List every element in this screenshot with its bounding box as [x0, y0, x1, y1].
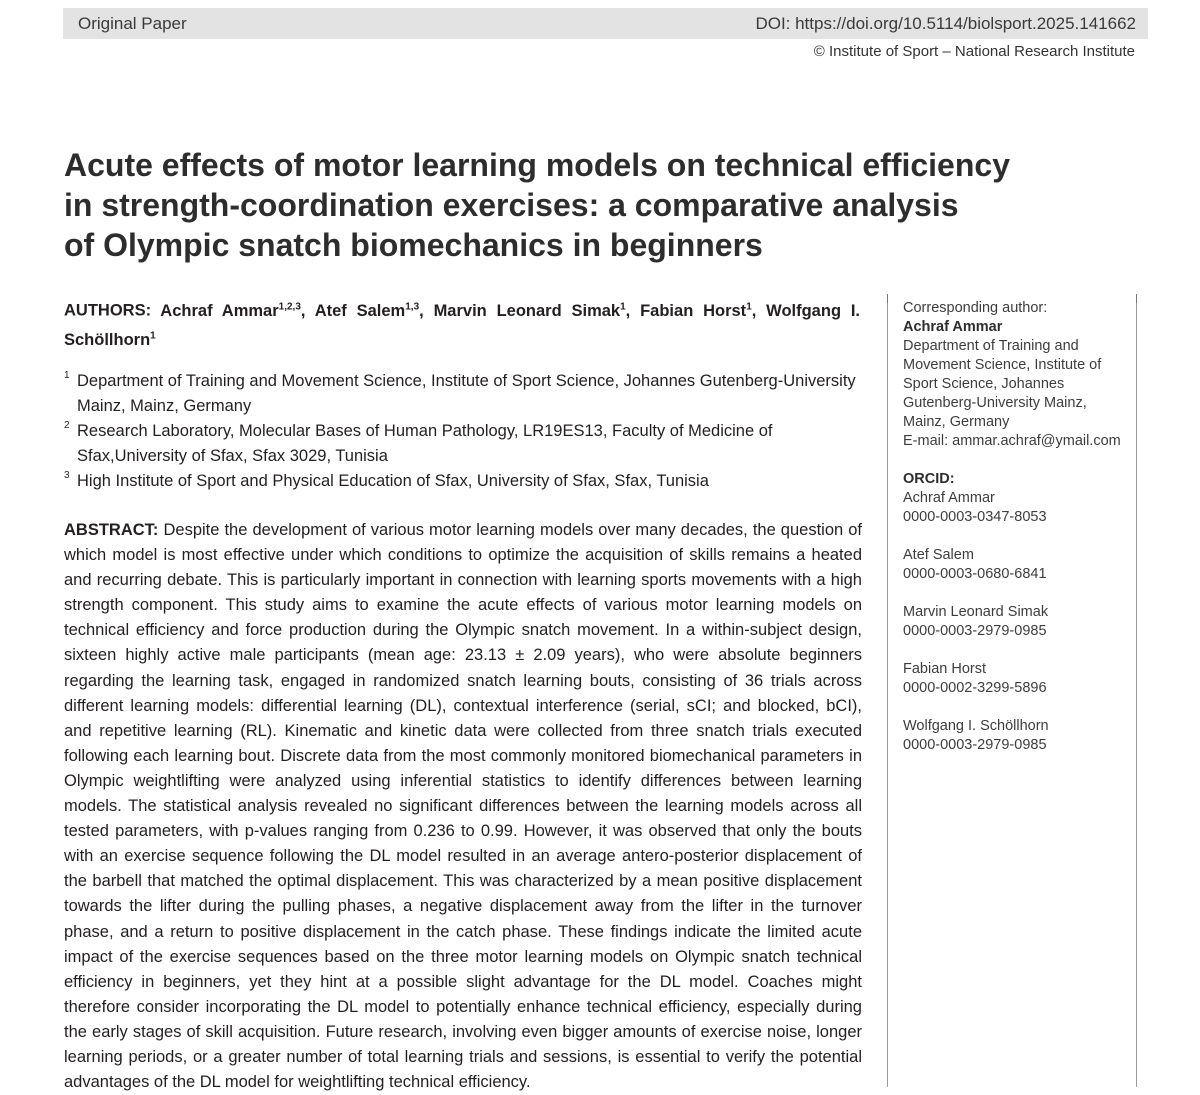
corresponding-line: Movement Science, Institute of — [903, 357, 1102, 373]
orcid-id[interactable]: 0000-0003-0347-8053 — [903, 509, 1047, 525]
orcid-entry — [903, 489, 1135, 527]
title-line: Acute effects of motor learning models on technical efficiency — [64, 147, 1010, 183]
author-name: Atef Salem — [314, 301, 406, 320]
corresponding-line: Sport Science, Johannes — [903, 376, 1065, 392]
orcid-section — [903, 470, 1135, 755]
sidebar-rule-left — [887, 298, 888, 1087]
sidebar — [903, 299, 1135, 774]
authors-line — [64, 294, 860, 353]
author-name: Fabian Horst — [640, 301, 747, 320]
author-name: Wolfgang I. Schöllhorn — [64, 301, 861, 349]
author-affiliation-sup: 1 — [150, 330, 156, 342]
corresponding-line: Gutenberg-University Mainz, — [903, 395, 1087, 411]
abstract-label: ABSTRACT: — [64, 521, 159, 539]
affiliations — [64, 369, 864, 494]
affiliation-text: Department of Training and Movement Science, Institute of Sport Science, Johannes Gutenberg-University Mainz, Mainz, Germany — [77, 372, 856, 415]
authors-label: AUTHORS: — [64, 301, 152, 320]
orcid-entry — [903, 546, 1135, 584]
orcid-id[interactable]: 0000-0003-0680-6841 — [903, 566, 1047, 582]
corresponding-label: Corresponding author: — [903, 300, 1048, 316]
orcid-entry — [903, 717, 1135, 755]
author-affiliation-sup: 1 — [746, 301, 752, 312]
orcid-name: Wolfgang I. Schöllhorn — [903, 718, 1049, 734]
author-affiliation-sup: 1,2,3 — [278, 301, 301, 312]
affiliation-number: 3 — [64, 470, 70, 481]
author-name: Achraf Ammar — [160, 301, 279, 320]
author-affiliation-sup: 1 — [620, 301, 626, 312]
affiliation-number: 1 — [64, 370, 70, 381]
doi-link[interactable]: DOI: https://doi.org/10.5114/biolsport.2025.141662 — [755, 14, 1136, 33]
orcid-entry — [903, 660, 1135, 698]
affiliation-item — [64, 419, 864, 469]
corresponding-email[interactable]: E-mail: ammar.achraf@ymail.com — [903, 433, 1121, 449]
copyright-notice: © Institute of Sport – National Research Institute — [813, 43, 1135, 60]
title-line: of Olympic snatch biomechanics in beginners — [64, 227, 763, 263]
orcid-name: Achraf Ammar — [903, 490, 995, 506]
affiliation-item — [64, 469, 864, 494]
sidebar-rule-right — [1136, 298, 1137, 1087]
orcid-entry — [903, 603, 1135, 641]
orcid-id[interactable]: 0000-0003-2979-0985 — [903, 737, 1047, 753]
orcid-name: Fabian Horst — [903, 661, 987, 677]
corresponding-name: Achraf Ammar — [903, 319, 1003, 335]
corresponding-line: Department of Training and — [903, 338, 1079, 354]
section-label: Original Paper — [78, 14, 187, 33]
paper-title — [64, 145, 1084, 265]
affiliation-number: 2 — [64, 420, 70, 431]
affiliation-text: Research Laboratory, Molecular Bases of Human Pathology, LR19ES13, Faculty of Medicine of Sfax,University of Sfax, Sfax 3029, Tunisia — [77, 422, 773, 465]
abstract — [64, 518, 862, 1095]
author-list: Achraf Ammar$^{1,2,3}$, Atef Salem$^{1,3}$, Marvin Leonard Simak$^1$, Fabian Horst$^1$, Wolfgang I. Schöllhorn$^1$ — [64, 301, 861, 349]
affiliation-item — [64, 369, 864, 419]
affiliation-text: High Institute of Sport and Physical Education of Sfax, University of Sfax, Sfax, Tunisia — [77, 472, 709, 490]
author-affiliation-sup: 1,3 — [405, 301, 420, 312]
orcid-name: Atef Salem — [903, 547, 974, 563]
abstract-text: Despite the development of various motor learning models over many decades, the question of which model is most effective under which conditions to optimize the acquisition of skills remains a heated and recurring debate. This is particularly important in connection with learning sports movements with a high strength component. This study aims to examine the acute effects of various motor learning models on technical efficiency and force production during the Olympic snatch movement. In a within-subject design, sixteen highly active male participants (mean age: 23.13 ± 2.09 years), who were absolute beginners regarding the learning task, engaged in randomized snatch learning bouts, consisting of 36 trials across different learning models: differential learning (DL), contextual interference (serial, sCI; and blocked, bCI), and repetitive learning (RL). Kinematic and kinetic data were collected from three snatch trials executed following each learning bout. Discrete data from the most commonly monitored biomechanical parameters in Olympic weightlifting were analyzed using inferential statistics to identify differences between learning models. The statistical analysis revealed no significant differences between the learning models across all tested parameters, with p-values ranging from 0.236 to 0.99. However, it was observed that only the bouts with an exercise sequence following the DL model resulted in an average antero-posterior displacement of the barbell that matched the optimal displacement. This was characterized by a mean positive displacement towards the lifter during the pulling phases, a negative displacement away from the lifter in the turnover phase, and a return to positive displacement in the catch phase. These findings indicate the limited acute impact of the exercise sequences based on the three motor learning models on Olympic snatch technical efficiency in beginners, yet they hint at a possible slight advantage for the DL model. Coaches might therefore consider incorporating the DL model to potentially enhance technical efficiency, especially during the early stages of skill acquisition. Future research, involving even bigger amounts of exercise noise, longer learning periods, or a greater number of total learning trials and sessions, is essential to verify the potential advantages of the DL model for weightlifting technical efficiency. — [64, 521, 862, 1092]
orcid-id[interactable]: 0000-0003-2979-0985 — [903, 623, 1047, 639]
title-line: in strength-coordination exercises: a comparative analysis — [64, 187, 959, 223]
orcid-id[interactable]: 0000-0002-3299-5896 — [903, 680, 1047, 696]
orcid-label: ORCID: — [903, 471, 955, 487]
orcid-name: Marvin Leonard Simak — [903, 604, 1049, 620]
author-name: Marvin Leonard Simak — [433, 301, 621, 320]
corresponding-line: Mainz, Germany — [903, 414, 1010, 430]
header-bar — [63, 8, 1148, 39]
corner-mark — [883, 294, 892, 303]
